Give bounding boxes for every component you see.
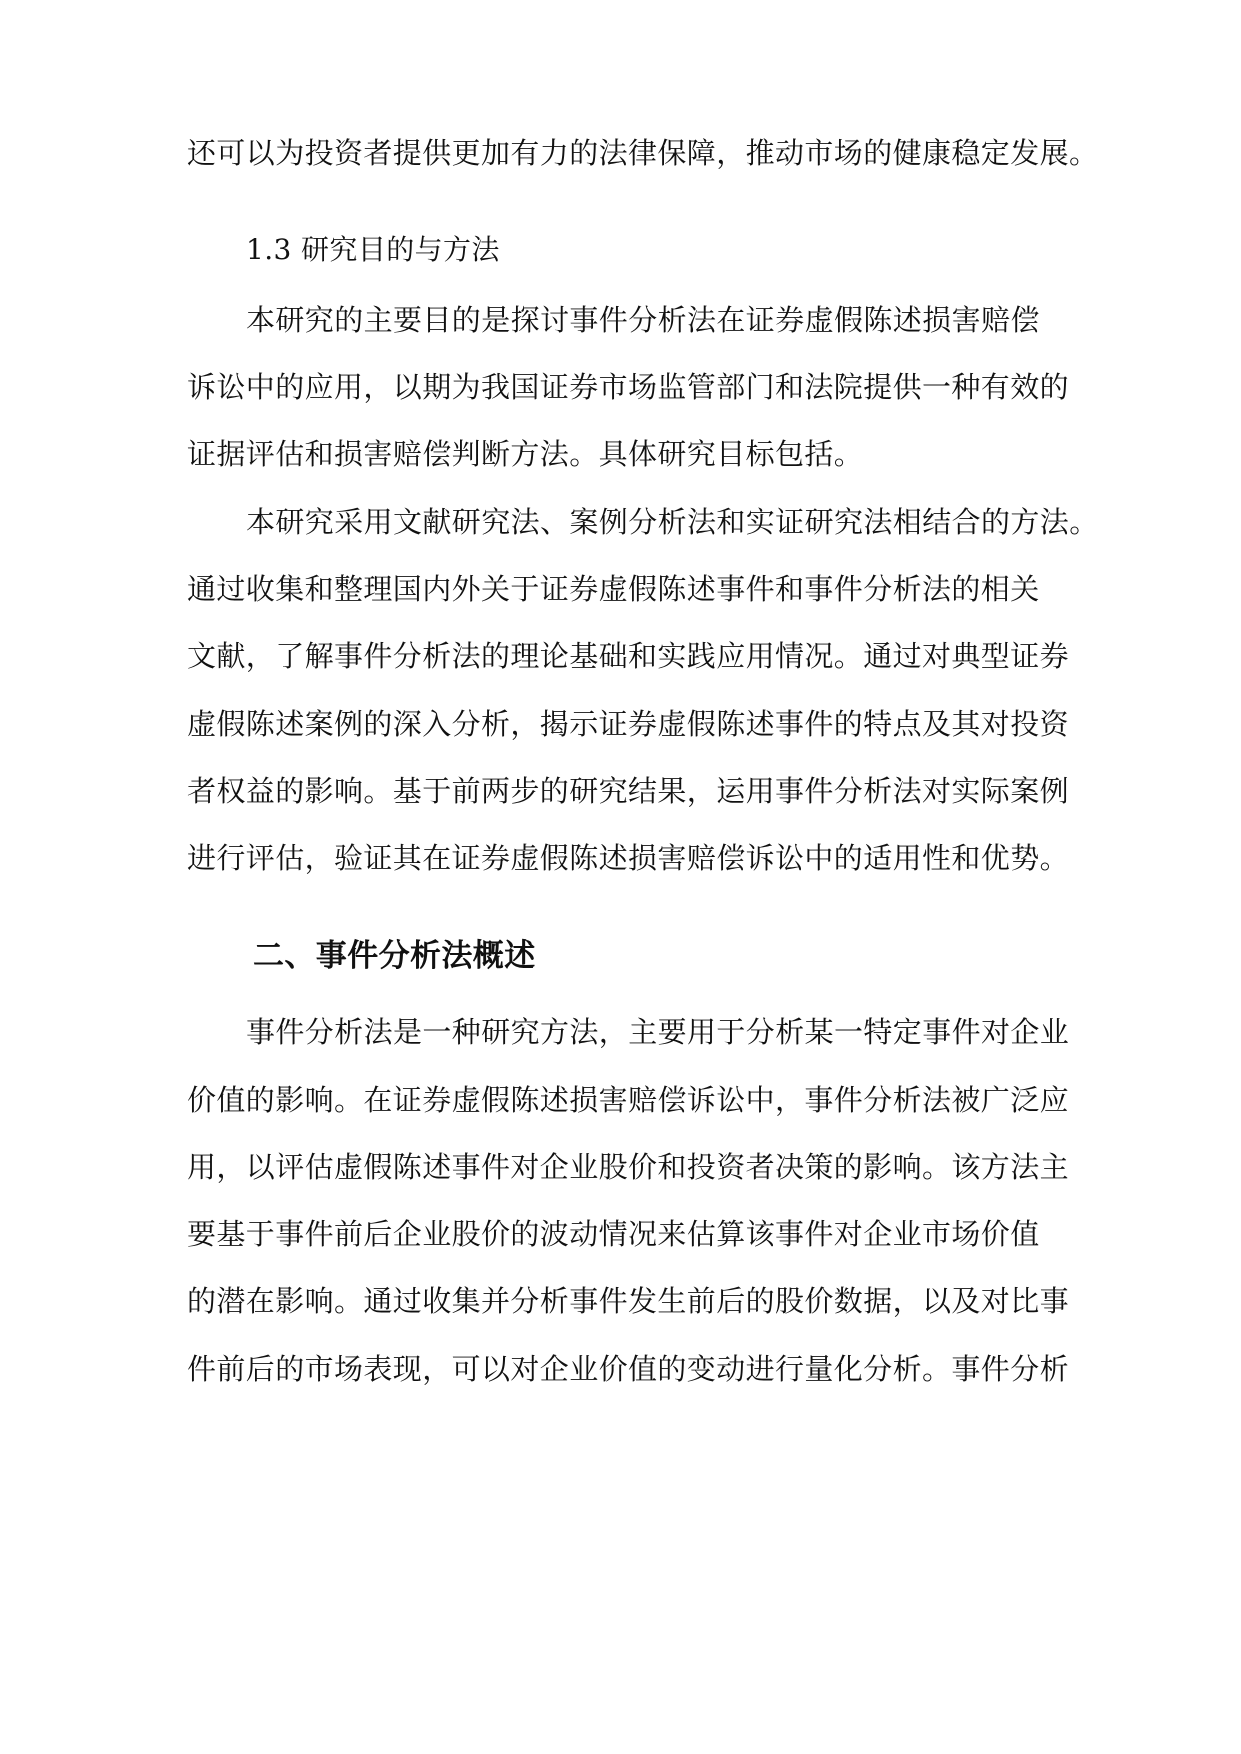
paragraph-line: 虚假陈述案例的深入分析，揭示证券虚假陈述事件的特点及其对投资 [187, 707, 1070, 741]
paragraph-line: 者权益的影响。基于前两步的研究结果，运用事件分析法对实际案例 [187, 774, 1070, 808]
paragraph-line: 件前后的市场表现，可以对企业价值的变动进行量化分析。事件分析 [187, 1352, 1070, 1386]
paragraph-line: 诉讼中的应用，以期为我国证券市场监管部门和法院提供一种有效的 [187, 370, 1070, 404]
paragraph-line: 要基于事件前后企业股价的波动情况来估算该事件对企业市场价值 [187, 1217, 1040, 1251]
paragraph-line: 本研究的主要目的是探讨事件分析法在证券虚假陈述损害赔偿 [246, 303, 1040, 337]
paragraph-line: 文献，了解事件分析法的理论基础和实践应用情况。通过对典型证券 [187, 639, 1070, 673]
section-heading-1-3: 1.3 研究目的与方法 [246, 233, 500, 266]
paragraph-line: 的潜在影响。通过收集并分析事件发生前后的股价数据，以及对比事 [187, 1284, 1070, 1318]
section-heading-2: 二、事件分析法概述 [253, 938, 536, 974]
paragraph-line: 进行评估，验证其在证券虚假陈述损害赔偿诉讼中的适用性和优势。 [187, 841, 1070, 875]
paragraph-line: 证据评估和损害赔偿判断方法。具体研究目标包括。 [187, 437, 864, 471]
paragraph-line: 价值的影响。在证券虚假陈述损害赔偿诉讼中，事件分析法被广泛应 [187, 1083, 1070, 1117]
paragraph-line: 本研究采用文献研究法、案例分析法和实证研究法相结合的方法。 [246, 505, 1099, 539]
paragraph-line: 事件分析法是一种研究方法，主要用于分析某一特定事件对企业 [246, 1015, 1070, 1049]
paragraph-line: 还可以为投资者提供更加有力的法律保障，推动市场的健康稳定发展。 [187, 136, 1099, 170]
paragraph-line: 通过收集和整理国内外关于证券虚假陈述事件和事件分析法的相关 [187, 572, 1040, 606]
paragraph-line: 用，以评估虚假陈述事件对企业股价和投资者决策的影响。该方法主 [187, 1150, 1070, 1184]
